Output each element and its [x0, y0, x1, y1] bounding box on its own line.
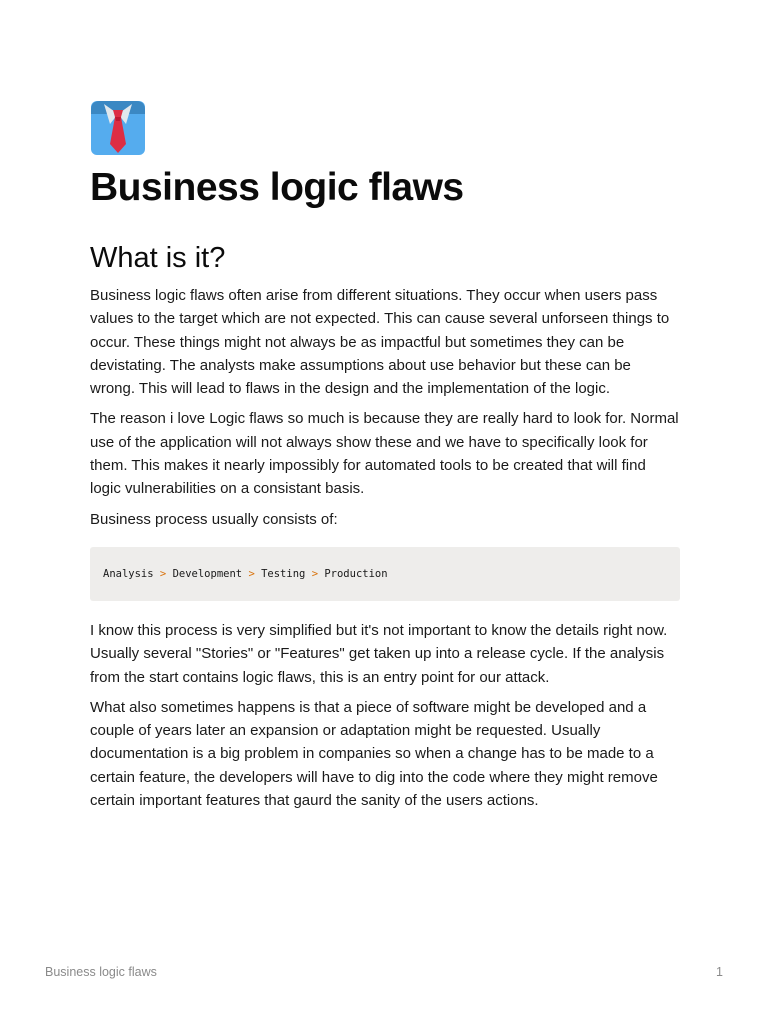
code-step-production: Production: [324, 567, 388, 580]
code-step-testing: Testing: [261, 567, 306, 580]
code-separator: >: [311, 567, 319, 580]
section-heading: What is it?: [90, 242, 226, 274]
necktie-shirt-icon: [90, 100, 146, 156]
code-step-analysis: Analysis: [103, 567, 154, 580]
code-step-development: Development: [172, 567, 243, 580]
code-separator: >: [159, 567, 167, 580]
paragraph-reason: The reason i love Logic flaws so much is because they are really hard to look for. Normal use of the application will not always show these and we have to specifically look for them. This makes it nearly impossibly for automated tools to be created that will find logic vulnerabilities on a consistant basis.: [90, 410, 679, 498]
paragraph-process-intro: Business process usually consists of:: [90, 510, 338, 528]
paragraph-simplified: I know this process is very simplified but it's not important to know the details right now. Usually several "Stories" or "Features" get taken up into a release cycle. If the analysis from the start contains logic flaws, this is an entry point for our attack.: [90, 621, 668, 686]
paragraph-intro: Business logic flaws often arise from different situations. They occur when users pass values to the target which are not expected. This can cause several unforseen things to occur. These things might not always be as impactful but sometimes they can be devistating. The analysts make assumptions about use behavior but these can be wrong. This will lead to flaws in the design and the implementation of the logic.: [90, 287, 670, 398]
page-title: Business logic flaws: [90, 166, 464, 209]
paragraph-expansion: What also sometimes happens is that a piece of software might be developed and a couple of years later an expansion or adaptation might be requested. Usually documentation is a big problem in companies so when a change has to be made to a certain feature, the developers will have to dig into the code where they might remove certain important features that gaurd the sanity of the users actions.: [90, 698, 658, 810]
footer-page-number: 1: [716, 965, 723, 979]
page-content: [90, 100, 680, 819]
code-separator: >: [248, 567, 255, 580]
footer-title: Business logic flaws: [45, 965, 157, 979]
code-block[interactable]: [90, 547, 680, 601]
